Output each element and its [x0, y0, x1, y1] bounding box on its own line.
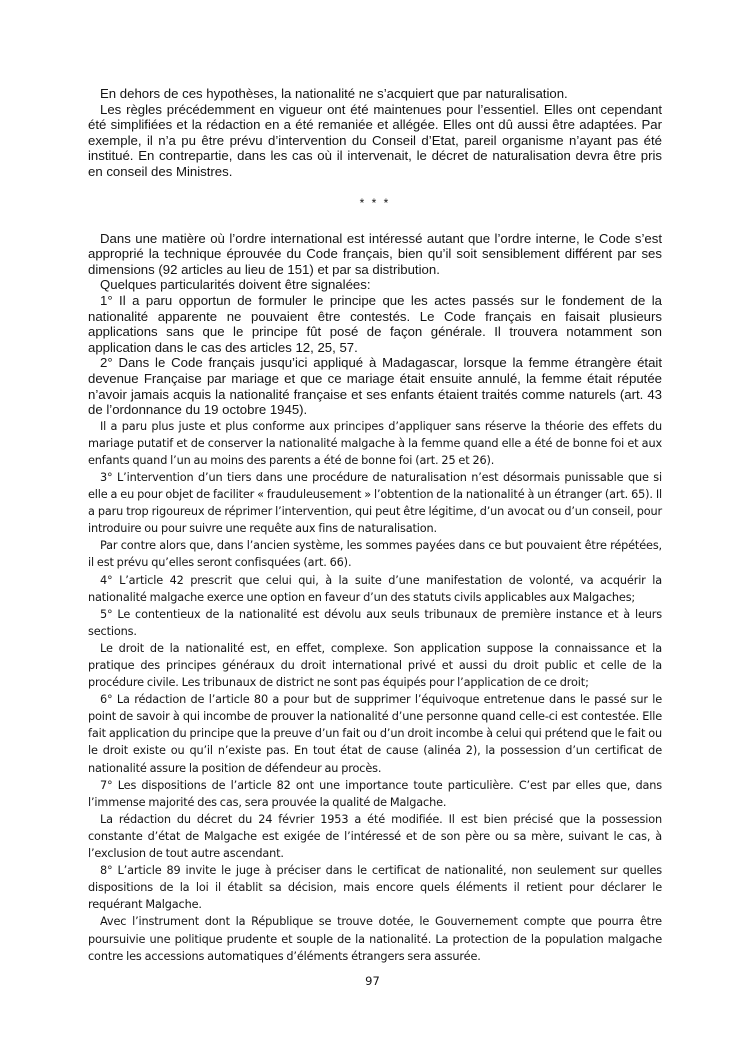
paragraph: Avec l’instrument dont la République se trouve dotée, le Gouvernement compte que pourra être poursuivie une politique prudente et souple de la nationalité. La protection de la population malgache contre les accessions automatiques d’éléments étrangers sera assurée. [88, 915, 662, 963]
paragraph: 5° Le contentieux de la nationalité est dévolu aux seuls tribunaux de première instance et à leurs sections. [88, 607, 662, 638]
page-number: 97 [365, 974, 380, 988]
document-page [88, 86, 662, 965]
section-separator: * * * [359, 195, 391, 210]
paragraph: Dans une matière où l’ordre international est intéressé autant que l’ordre interne, le Code s’est approprié la technique éprouvée du Code français, bien qu’il soit sensiblement différent par ses dimensions (92 articles au lieu de 151) et par sa distribution. [88, 230, 662, 277]
paragraph: Les règles précédemment en vigueur ont été maintenues pour l’essentiel. Elles ont cependant été simplifiées et la rédaction en a été remaniée et allégée. Elles ont dû aussi être adaptées. Par exemple, il n’a pu être prévu d’intervention du Conseil d’Etat, pareil organisme n’ayant pas été institué. En contrepartie, dans les cas où il intervenait, le décret de naturalisation devra être pris en conseil des Ministres. [88, 101, 662, 179]
paragraph: Quelques particularités doivent être signalées: [100, 277, 371, 293]
particularities-detail-section [88, 418, 662, 965]
paragraph: 7° Les dispositions de l’article 82 ont une importance toute particulière. C’est par elles que, dans l’immense majorité des cas, sera prouvée la qualité de Malgache. [88, 778, 662, 809]
paragraph: Par contre alors que, dans l’ancien système, les sommes payées dans ce but pouvaient être répétées, il est prévu qu’elles seront confisquées (art. 66). [88, 539, 662, 570]
paragraph: 1° Il a paru opportun de formuler le principe que les actes passés sur le fondement de la nationalité apparente ne pouvaient être contestés. Le Code français en faisait plusieurs applications sans que le principe fût posé de façon générale. Il trouvera notamment son application dans le cas des articles 12, 25, 57. [88, 292, 662, 355]
paragraph: 8° L’article 89 invite le juge à préciser dans le certificat de nationalité, non seulement sur quelles dispositions de la loi il établit sa décision, mais encore quels éléments il retient pour déclarer le requérant Malgache. [88, 864, 662, 912]
paragraph: Il a paru plus juste et plus conforme aux principes d’appliquer sans réserve la théorie des effets du mariage putatif et de conserver la nationalité malgache à la femme quand elle a été de bonne foi et aux enfants quand l’un au moins des parents a été de bonne foi (art. 25 et 26). [88, 419, 662, 467]
paragraph: Le droit de la nationalité est, en effet, complexe. Son application suppose la connaissance et la pratique des principes généraux du droit international privé et aussi du droit public et celle de la procédure civile. Les tribunaux de district ne sont pas équipés pour l’application de ce droit; [88, 641, 662, 690]
paragraph: En dehors de ces hypothèses, la nationalité ne s’acquiert que par naturalisation. [100, 86, 568, 101]
paragraph: La rédaction du décret du 24 février 1953 a été modifiée. Il est bien précisé que la possession constante d’état de Malgache est exigée de l’intéressé et de son père ou sa mère, suivant le cas, à l’exclusion de tout autre ascendant. [88, 812, 662, 861]
paragraph: 3° L’intervention d’un tiers dans une procédure de naturalisation n’est désormais punissable que si elle a eu pour objet de faciliter « frauduleusement » l’obtention de la nationalité à un étranger (art. 65). Il a paru trop rigoureux de réprimer l’intervention, qui peut être légitime, d’un avocat ou d’un conseil, pour introduire ou pour suivre une requête aux fins de naturalisation. [88, 470, 662, 536]
paragraph: 4° L’article 42 prescrit que celui qui, à la suite d’une manifestation de volonté, va acquérir la nationalité malgache exerce une option en faveur d’un des statuts civils applicables aux Malgaches; [88, 573, 662, 604]
intro-section [88, 86, 662, 180]
particularities-intro-section [88, 231, 662, 418]
paragraph: 6° La rédaction de l’article 80 a pour but de supprimer l’équivoque entretenue dans le passé sur le point de savoir à qui incombe de prouver la nationalité d’une personne quand celle-ci est contestée. Elle fait application du principe que la preuve d’un fait ou d’un droit incombe à celui qui prétend que le fait ou le droit existe ou qu’il n’existe pas. En tout état de cause (alinéa 2), la possession d’un certificat de nationalité assure la position de défendeur au procès. [88, 693, 662, 775]
paragraph: 2° Dans le Code français jusqu’ici appliqué à Madagascar, lorsque la femme étrangère était devenue Française par mariage et que ce mariage était ensuite annulé, la femme était réputée n’avoir jamais acquis la nationalité française et ses enfants étaient traités comme naturels (art. 43 de l’ordonnance du 19 octobre 1945). [88, 355, 662, 418]
